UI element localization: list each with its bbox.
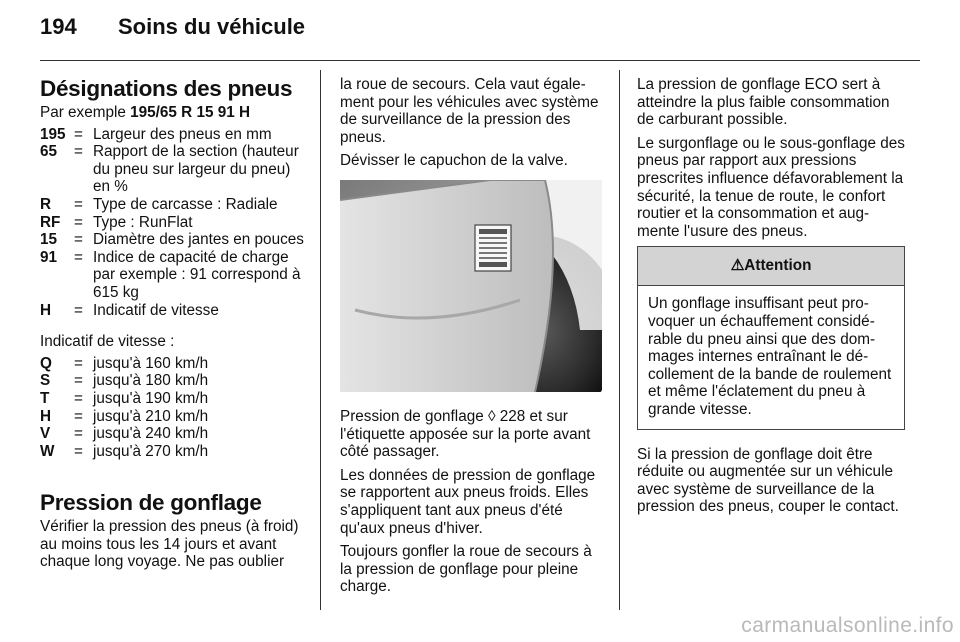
section-heading-inflation-pressure: Pression de gonflage xyxy=(40,490,262,516)
speed-row: S = jusqu'à 180 km/h xyxy=(40,372,209,390)
paragraph: Si la pression de gonflage doit être réduite ou augmentée sur un véhicule avec système de surveillance de la pression des pneus, couper le contact. xyxy=(637,445,899,516)
paragraph: la roue de secours. Cela vaut également pour les véhicules avec système de surveillance de la pression des pneus. xyxy=(340,76,599,146)
speed-row: Q = jusqu'à 160 km/h xyxy=(40,354,209,372)
page-number: 194 xyxy=(40,14,77,39)
paragraph: Pression de gonflage ◊ 228 et sur l'étiquette apposée sur la porte avant côté passager. xyxy=(340,407,591,461)
definition-row: 195 = Largeur des pneus en mm xyxy=(40,125,272,143)
speed-row: H = jusqu'à 210 km/h xyxy=(40,407,209,425)
definition-row: 65 = Rapport de la section (hauteur du pneu sur largeur du pneu) en % xyxy=(40,143,299,196)
definition-row: H = Indicatif de vitesse xyxy=(40,301,219,319)
column-right xyxy=(637,76,905,522)
definition-row: RF = Type : RunFlat xyxy=(40,213,193,231)
speed-row: V = jusqu'à 240 km/h xyxy=(40,425,209,443)
paragraph: Vérifier la pression des pneus (à froid) au moins tous les 14 jours et avant chaque long voyage. Ne pas oublier xyxy=(40,518,299,571)
warning-header xyxy=(638,247,904,286)
warning-triangle-icon: ⚠ xyxy=(730,257,745,275)
watermark: carmanualsonline.info xyxy=(741,614,954,637)
column-left xyxy=(40,76,308,577)
warning-body: Un gonflage insuffisant peut provoquer un échauffement considérable du pneu ainsi que des dommages internes entraînant le décollement de la bande de roulement et même l'éclatement du pneu à grande vitesse. xyxy=(648,295,892,418)
section-heading-tire-designations: Désignations des pneus xyxy=(40,76,293,101)
example-code: 195/65 R 15 91 H xyxy=(130,104,251,121)
paragraph: Le surgonflage ou le sous-gonflage des pneus par rapport aux pressions prescrites influence défavorablement la sécurité, la tenue de route, le confort routier et la consommation et augmente l'usure des pneus. xyxy=(637,134,905,240)
column-middle xyxy=(340,76,606,602)
paragraph: La pression de gonflage ECO sert à atteindre la plus faible consommation de carburant possible. xyxy=(637,76,890,129)
page-header xyxy=(40,14,305,40)
page-title: Soins du véhicule xyxy=(118,14,306,39)
warning-box xyxy=(637,246,905,429)
speed-intro: Indicatif de vitesse : xyxy=(40,333,175,351)
header-rule xyxy=(40,60,920,61)
paragraph: Dévisser le capuchon de la valve. xyxy=(340,152,568,170)
tire-definition-list xyxy=(40,126,308,320)
speed-index-list xyxy=(40,355,308,461)
door-label-photo xyxy=(340,180,602,392)
definition-row: R = Type de carcasse : Radiale xyxy=(40,195,278,213)
speed-row: W = jusqu'à 270 km/h xyxy=(40,442,209,460)
column-divider xyxy=(619,70,620,610)
warning-title: Attention xyxy=(744,257,812,275)
example-line: Par exemple 195/65 R 15 91 H xyxy=(40,104,251,121)
speed-row: T = jusqu'à 190 km/h xyxy=(40,389,209,407)
paragraph: Toujours gonfler la roue de secours à la pression de gonflage pour pleine charge. xyxy=(340,543,592,596)
paragraph: Les données de pression de gonflage se rapportent aux pneus froids. Elles s'appliquent tant aux pneus d'été qu'aux pneus d'hiver. xyxy=(340,466,596,537)
column-divider xyxy=(320,70,321,610)
definition-row: 15 = Diamètre des jantes en pouces xyxy=(40,231,304,249)
definition-row: 91 = Indice de capacité de charge par exemple : 91 correspond à 615 kg xyxy=(40,248,301,301)
